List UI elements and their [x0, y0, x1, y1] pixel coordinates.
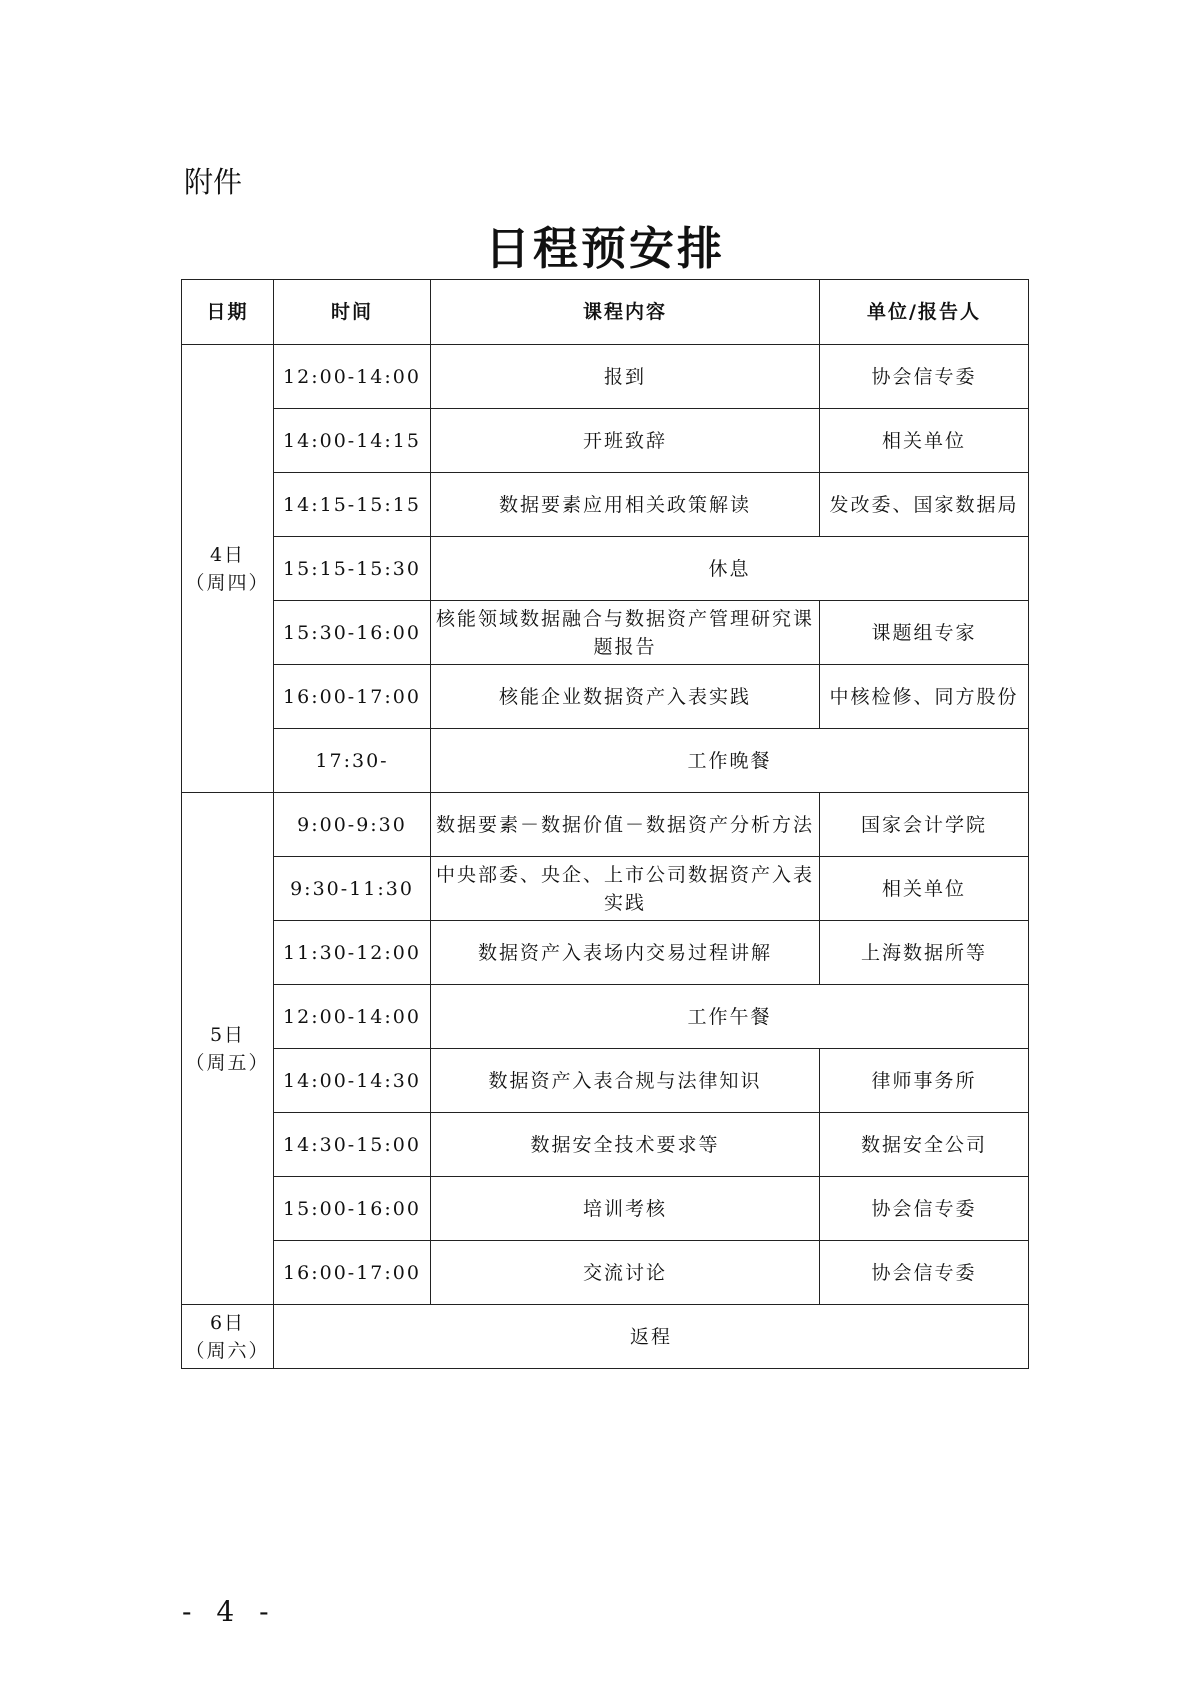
table-row — [182, 1113, 1029, 1177]
content-cell: 交流讨论 — [431, 1241, 820, 1305]
time-cell: 15:30-16:00 — [274, 601, 431, 665]
table-row — [182, 601, 1029, 665]
unit-cell: 协会信专委 — [820, 1177, 1029, 1241]
page-title: 日程预安排 — [484, 222, 725, 275]
time-cell: 14:30-15:00 — [274, 1113, 431, 1177]
content-cell: 数据资产入表场内交易过程讲解 — [431, 921, 820, 985]
time-cell: 17:30- — [274, 729, 431, 793]
table-row — [182, 857, 1029, 921]
date-cell — [182, 345, 274, 793]
date: 6日 — [209, 1311, 246, 1334]
content-cell: 休息 — [431, 537, 1029, 601]
unit-cell: 相关单位 — [820, 857, 1029, 921]
table-row — [182, 537, 1029, 601]
content-cell: 核能企业数据资产入表实践 — [431, 665, 820, 729]
table-row — [182, 665, 1029, 729]
table-row — [182, 473, 1029, 537]
content-cell: 数据安全技术要求等 — [431, 1113, 820, 1177]
page-number: - 4 - — [182, 1595, 277, 1628]
header-content: 课程内容 — [431, 280, 820, 345]
attachment-label: 附件 — [184, 165, 243, 199]
weekday: （周五） — [185, 1051, 270, 1074]
content-cell: 数据资产入表合规与法律知识 — [431, 1049, 820, 1113]
unit-cell: 中核检修、同方股份 — [820, 665, 1029, 729]
table-row — [182, 921, 1029, 985]
date-cell — [182, 1305, 274, 1369]
weekday: （周六） — [185, 1339, 270, 1362]
table-header-row — [182, 280, 1029, 345]
table-row — [182, 793, 1029, 857]
header-date: 日期 — [182, 280, 274, 345]
content-cell: 培训考核 — [431, 1177, 820, 1241]
time-cell: 15:00-16:00 — [274, 1177, 431, 1241]
time-cell: 12:00-14:00 — [274, 985, 431, 1049]
table-row — [182, 1177, 1029, 1241]
date: 4日 — [209, 543, 246, 566]
content-cell: 返程 — [274, 1305, 1029, 1369]
content-cell: 开班致辞 — [431, 409, 820, 473]
time-cell: 9:30-11:30 — [274, 857, 431, 921]
unit-cell: 协会信专委 — [820, 345, 1029, 409]
content-cell: 数据要素－数据价值－数据资产分析方法 — [431, 793, 820, 857]
time-cell: 16:00-17:00 — [274, 665, 431, 729]
unit-cell: 国家会计学院 — [820, 793, 1029, 857]
unit-cell: 相关单位 — [820, 409, 1029, 473]
content-cell: 中央部委、央企、上市公司数据资产入表实践 — [431, 857, 820, 921]
unit-cell: 上海数据所等 — [820, 921, 1029, 985]
unit-cell: 律师事务所 — [820, 1049, 1029, 1113]
weekday: （周四） — [185, 571, 270, 594]
table-row — [182, 1305, 1029, 1369]
schedule-table — [181, 279, 1029, 1369]
table-row — [182, 729, 1029, 793]
time-cell: 14:00-14:30 — [274, 1049, 431, 1113]
date: 5日 — [209, 1023, 246, 1046]
time-cell: 9:00-9:30 — [274, 793, 431, 857]
header-unit: 单位/报告人 — [820, 280, 1029, 345]
date-cell — [182, 793, 274, 1305]
content-cell: 工作午餐 — [431, 985, 1029, 1049]
time-cell: 15:15-15:30 — [274, 537, 431, 601]
table-row — [182, 345, 1029, 409]
table-row — [182, 409, 1029, 473]
unit-cell: 课题组专家 — [820, 601, 1029, 665]
table-row — [182, 985, 1029, 1049]
unit-cell: 协会信专委 — [820, 1241, 1029, 1305]
time-cell: 14:15-15:15 — [274, 473, 431, 537]
unit-cell: 数据安全公司 — [820, 1113, 1029, 1177]
content-cell: 报到 — [431, 345, 820, 409]
content-cell: 核能领域数据融合与数据资产管理研究课题报告 — [431, 601, 820, 665]
content-cell: 数据要素应用相关政策解读 — [431, 473, 820, 537]
header-time: 时间 — [274, 280, 431, 345]
content-cell: 工作晚餐 — [431, 729, 1029, 793]
table-row — [182, 1241, 1029, 1305]
table-row — [182, 1049, 1029, 1113]
time-cell: 12:00-14:00 — [274, 345, 431, 409]
time-cell: 11:30-12:00 — [274, 921, 431, 985]
unit-cell: 发改委、国家数据局 — [820, 473, 1029, 537]
time-cell: 16:00-17:00 — [274, 1241, 431, 1305]
time-cell: 14:00-14:15 — [274, 409, 431, 473]
